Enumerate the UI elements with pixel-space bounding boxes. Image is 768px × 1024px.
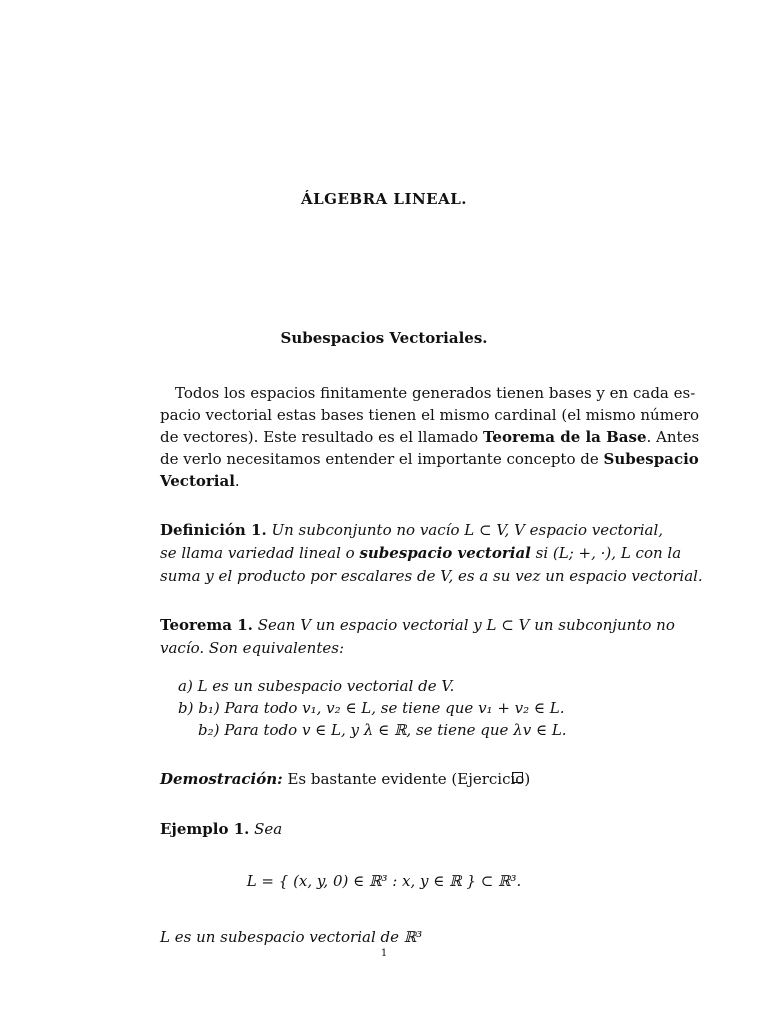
example-label: Ejemplo 1. [160,820,250,838]
theorem-text: Sean V un espacio vectorial y L ⊂ V un subconjunto no [252,616,675,634]
qed-box-icon [512,772,523,783]
example-text: Sea [249,820,283,838]
definition-text: si (L; +, ·), L con la [530,544,682,562]
intro-text: de verlo necesitamos entender el importante concepto de [160,450,604,468]
intro-line-4 [160,448,699,470]
definition-line-1 [160,519,664,541]
proof-line [160,768,610,790]
proof-text: Es bastante evidente (Ejercicio) [282,770,531,788]
concept-name: Subespacio [603,450,699,468]
section-title: Subespacios Vectoriales. [280,329,488,347]
definition-line-2 [160,542,682,564]
example-conclusion: L es un subespacio vectorial de ℝ³ [160,928,423,946]
theorem-label: Teorema 1. [160,616,253,634]
definition-line-3: suma y el producto por escalares de V, es a su vez un espacio vectorial. [160,567,703,585]
definition-text: se llama variedad lineal o [160,544,360,562]
defined-term: subespacio vectorial [359,544,531,562]
theorem-line-2: vacío. Son equivalentes: [160,639,344,657]
concept-name: Vectorial [160,472,235,490]
definition-text: Un subconjunto no vacío L ⊂ V, V espacio vectorial, [266,521,664,539]
intro-line-2: pacio vectorial estas bases tienen el mismo cardinal (el mismo número [160,406,700,424]
theorem-name: Teorema de la Base [482,428,647,446]
theorem-item-b2: b₂) Para todo v ∈ L, y λ ∈ ℝ, se tiene que λv ∈ L. [198,721,567,739]
theorem-item-b1: b) b₁) Para todo v₁, v₂ ∈ L, se tiene que v₁ + v₂ ∈ L. [178,699,565,717]
intro-line-1: Todos los espacios finitamente generados tienen bases y en cada es- [175,384,696,402]
example-line [160,818,610,840]
definition-label: Definición 1. [160,521,267,539]
intro-text: . Antes [646,428,700,446]
proof-label: Demostración: [160,770,283,788]
theorem-item-a: a) L es un subespacio vectorial de V. [178,677,455,695]
intro-text: . [234,472,240,490]
theorem-line-1 [160,614,675,636]
page-number: 1 [380,948,388,959]
intro-text: de vectores). Este resultado es el llamado [160,428,483,446]
example-formula: L = { (x, y, 0) ∈ ℝ³ : x, y ∈ ℝ } ⊂ ℝ³. [246,872,522,890]
intro-line-5 [160,470,610,492]
intro-line-3 [160,426,700,448]
document-title: ÁLGEBRA LINEAL. [300,190,468,208]
